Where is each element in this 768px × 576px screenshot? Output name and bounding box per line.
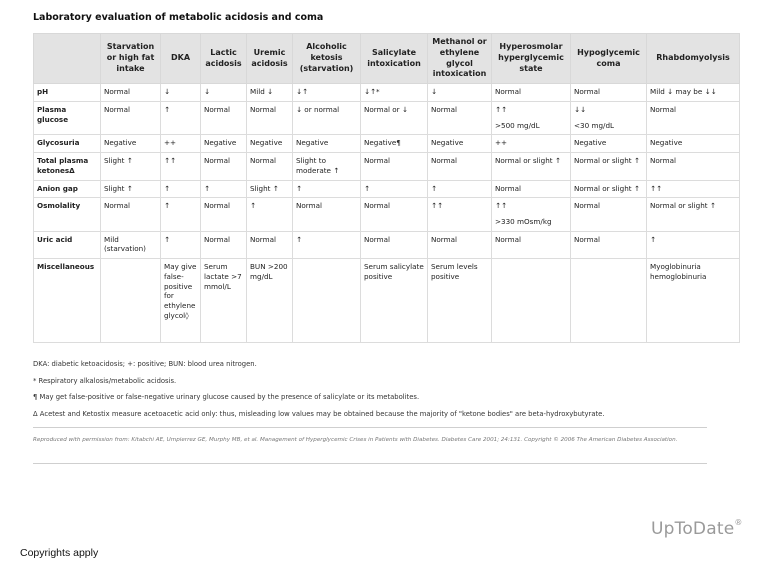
table-cell: ↑↑ [161,153,201,180]
table-cell: Myoglobinuria hemoglobinuria [647,259,740,343]
table-cell: Normal [201,153,247,180]
row-header: pH [34,84,101,102]
table-cell: ↑ [161,198,201,231]
column-header: Alcoholic ketosis (starvation) [293,34,361,84]
table-cell: ↑ [428,180,492,198]
table-cell: Negative [428,135,492,153]
table-cell: ↓↑* [361,84,428,102]
table-cell: Normal [101,198,161,231]
table-cell: Serum lactate >7 mmol/L [201,259,247,343]
footnotes [33,360,733,426]
table-cell: Negative¶ [361,135,428,153]
column-header: Rhabdomyolysis [647,34,740,84]
table-cell: Normal [201,101,247,134]
table-cell: Negative [247,135,293,153]
registered-mark: ® [734,518,743,527]
table-cell: Negative [293,135,361,153]
table-cell: Slight ↑ [101,153,161,180]
divider-bottom [33,463,707,464]
table-cell: ++ [492,135,571,153]
table-cell: Normal [428,231,492,258]
footnote-pilcrow: ¶ May get false-positive or false-negative urinary glucose caused by the presence of salicylate or its metabolites. [33,393,420,401]
table-cell: ↓ [428,84,492,102]
table-cell: BUN >200 mg/dL [247,259,293,343]
table-cell: ↑↑ >500 mg/dL [492,101,571,134]
table-cell: Normal or slight ↑ [647,198,740,231]
table-cell [101,259,161,343]
table-cell: Negative [647,135,740,153]
footnote-abbreviations: DKA: diabetic ketoacidosis; +: positive; BUN: blood urea nitrogen. [33,360,257,368]
table-cell: ↑ [293,231,361,258]
table-cell [492,259,571,343]
table-cell: ↑↑ [647,180,740,198]
row-header: Osmolality [34,198,101,231]
column-header: DKA [161,34,201,84]
table-cell: ↓ or normal [293,101,361,134]
table-row [34,101,740,134]
lab-evaluation-table [33,33,740,343]
table-cell: Normal [293,198,361,231]
table-cell: Normal or ↓ [361,101,428,134]
table-cell: ↑ [647,231,740,258]
table-cell: Normal [361,153,428,180]
table-cell: Normal [361,231,428,258]
column-header: Hyperosmolar hyperglycemic state [492,34,571,84]
table-cell: Normal [201,231,247,258]
table-row [34,84,740,102]
table-cell: Mild (starvation) [101,231,161,258]
column-header: Starvation or high fat intake [101,34,161,84]
table-cell: Normal [101,101,161,134]
table-cell: Normal or slight ↑ [571,180,647,198]
table-cell: Normal [647,101,740,134]
row-header: Plasma glucose [34,101,101,134]
divider-top [33,427,707,428]
table-cell: Normal [647,153,740,180]
table-row [34,231,740,258]
table-cell [293,259,361,343]
table-cell: ↑↑ [428,198,492,231]
footnote-delta: Δ Acetest and Ketostix measure acetoacetic acid only: thus, misleading low values may be obtained because the majority of "ketone bodies" are beta-hydroxybutyrate. [33,409,605,418]
table-cell: ↓↑ [293,84,361,102]
page-title: Laboratory evaluation of metabolic acidosis and coma [33,12,324,23]
table-cell: Slight ↑ [247,180,293,198]
table-row [34,135,740,153]
table-cell: ↑ [293,180,361,198]
table-cell: Mild ↓ [247,84,293,102]
table-cell: May give false-positive for ethylene glycol◊ [161,259,201,343]
table-cell: ↓ [201,84,247,102]
row-header: Uric acid [34,231,101,258]
copyright-notice: Copyrights apply [20,547,99,559]
table-cell: Normal [101,84,161,102]
table-row [34,180,740,198]
table-row [34,198,740,231]
table-cell: Slight ↑ [101,180,161,198]
table-cell [571,259,647,343]
table-cell: Normal [571,84,647,102]
table-cell: ↑ [161,231,201,258]
table-cell: ↑ [247,198,293,231]
table-cell: Negative [101,135,161,153]
row-header: Anion gap [34,180,101,198]
column-header: Lactic acidosis [201,34,247,84]
table-cell: Normal [201,198,247,231]
table-cell: Normal [428,153,492,180]
table-cell: ↑↑ >330 mOsm/kg [492,198,571,231]
table-cell: Normal [361,198,428,231]
table-cell: ↑ [161,101,201,134]
table-cell: Normal [571,198,647,231]
column-header: Uremic acidosis [247,34,293,84]
table-cell: Normal [428,101,492,134]
table-cell: Normal [492,231,571,258]
table-cell: Normal [247,231,293,258]
row-header: Glycosuria [34,135,101,153]
logo-text: UpToDate [651,519,735,539]
table-cell: Serum salicylate positive [361,259,428,343]
table-row [34,259,740,343]
row-header: Miscellaneous [34,259,101,343]
table-cell: Serum levels positive [428,259,492,343]
table-cell: Normal [247,101,293,134]
table-cell: Slight to moderate ↑ [293,153,361,180]
reproduction-credit: Reproduced with permission from: Kitabchi AE, Umpierrez GE, Murphy MB, et al. Management of Hyperglycemic Crises in Patients with Diabetes. Diabetes Care 2001; 24:131. Copyright © 2006 The American Diabetes Association. [33,437,678,443]
table-cell: Mild ↓ may be ↓↓ [647,84,740,102]
table-cell: Normal [492,180,571,198]
header-corner [34,34,101,84]
table-cell: ↓ [161,84,201,102]
footnote-asterisk: * Respiratory alkalosis/metabolic acidosis. [33,376,177,385]
column-header: Methanol or ethylene glycol intoxication [428,34,492,84]
table-cell: Normal [247,153,293,180]
table-cell: Negative [571,135,647,153]
uptodate-logo [651,519,743,539]
table-cell: Negative [201,135,247,153]
table-cell: ↑ [201,180,247,198]
table-cell: Normal or slight ↑ [571,153,647,180]
row-header: Total plasma ketonesΔ [34,153,101,180]
table-cell: Normal or slight ↑ [492,153,571,180]
table-cell: ++ [161,135,201,153]
table-row [34,153,740,180]
table-cell: ↓↓ <30 mg/dL [571,101,647,134]
column-header: Salicylate intoxication [361,34,428,84]
table-cell: ↑ [361,180,428,198]
table-cell: Normal [571,231,647,258]
column-header: Hypoglycemic coma [571,34,647,84]
table-header-row [34,34,740,84]
table-cell: Normal [492,84,571,102]
table-cell: ↑ [161,180,201,198]
